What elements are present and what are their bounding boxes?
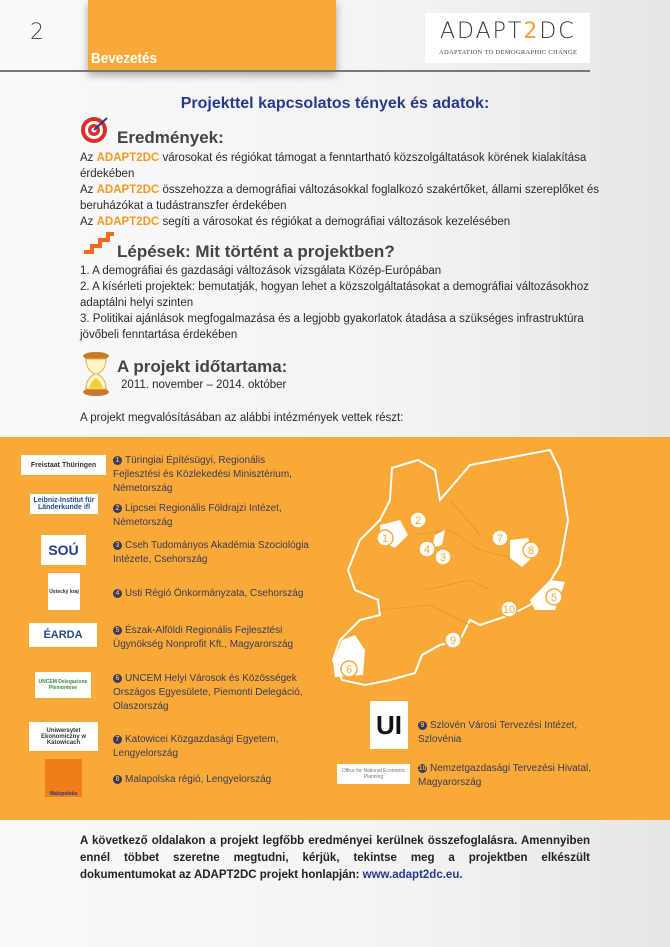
section-tab-label: Bevezetés bbox=[91, 50, 158, 67]
partner-item: 10 Nemzetgazdasági Tervezési Hivatal, Magyarország bbox=[418, 763, 592, 788]
partner-logo: Malopolska bbox=[45, 759, 82, 797]
adapt2dc-logo bbox=[425, 13, 590, 63]
logo-tagline: ADAPTATION TO DEMOGRAPHIC CHANGE bbox=[439, 49, 578, 56]
partner-logo: Ústecký kraj bbox=[48, 573, 80, 610]
map-marker-label: 8 bbox=[527, 545, 535, 557]
logo-hourglass: 2 bbox=[523, 19, 540, 44]
partner-item: 8 Malapolska régió, Lengyelország bbox=[113, 773, 313, 787]
partner-logo: UI bbox=[370, 701, 408, 749]
map-marker-label: 3 bbox=[439, 552, 447, 564]
step-item: 2. A kísérleti projektek: bemutatják, hogyan lehet a közszolgáltatásokat a demográfiai változásokhoz adaptálni helyi szinten bbox=[80, 281, 589, 309]
stairs-icon bbox=[82, 232, 116, 254]
hourglass-icon bbox=[82, 352, 110, 396]
logo-text-dc: DC bbox=[539, 19, 576, 44]
partner-item: 7 Katowicei Közgazdasági Egyetem, Lengyelország bbox=[113, 734, 279, 759]
map-marker-label: 9 bbox=[449, 635, 457, 647]
map-marker-label: 5 bbox=[550, 592, 558, 604]
step-item: 3. Politikai ajánlások megfogalmazása és a legjobb gyakorlatok átadása a szükséges infrastruktúra jövőbeli fenntartása érdekében bbox=[80, 313, 584, 341]
results-heading: Eredmények: bbox=[117, 128, 224, 147]
partner-item: 2 Lipcsei Regionális Földrajzi Intézet, Németország bbox=[113, 503, 282, 528]
partner-item: 9 Szlovén Városi Tervezési Intézet, Szlovénia bbox=[418, 720, 578, 745]
header-divider bbox=[0, 70, 590, 72]
map-marker-label: 1 bbox=[381, 533, 389, 545]
map-marker-label: 7 bbox=[496, 533, 504, 545]
map-marker-label: 10 bbox=[502, 604, 516, 616]
page-number: 2 bbox=[30, 20, 44, 45]
duration-value: 2011. november – 2014. október bbox=[121, 379, 287, 391]
map-marker-label: 2 bbox=[414, 515, 422, 527]
partner-item: 6 UNCEM Helyi Városok és Közösségek Országos Egyesülete, Piemonti Delegáció, Olaszország bbox=[113, 673, 303, 712]
target-icon bbox=[80, 114, 110, 144]
partner-item: 1 Türingiai Építésügyi, Regionális Fejlesztési és Közlekedési Minisztérium, Németország bbox=[113, 455, 292, 494]
result-item: Az ADAPT2DC segíti a városokat és régiókat a demográfiai változások kezelésében bbox=[80, 216, 511, 228]
footer-text: A következő oldalakon a projekt legfőbb eredményei kerülnek összefoglalásra. Amennyiben ennél többet szeretne megtudni, kérjük, tekintse meg a projektben elkészült dokumentumokat az ADAPT2DC projekt honlapján: www.adapt2dc.eu. bbox=[80, 835, 590, 881]
step-item: 1. A demográfiai és gazdasági változások vizsgálata Közép-Európában bbox=[80, 265, 442, 277]
partner-item: 4 Usti Régió Önkormányzata, Csehország bbox=[113, 587, 313, 601]
partner-logo: Leibniz-Institut für Länderkunde ifl bbox=[30, 494, 98, 514]
map-marker-label: 4 bbox=[423, 544, 431, 556]
logo-text: ADAPT bbox=[440, 19, 524, 44]
section-tab bbox=[88, 0, 336, 71]
partner-regions-map bbox=[330, 440, 670, 690]
steps-heading: Lépések: Mit történt a projektben? bbox=[117, 242, 395, 261]
steps-list bbox=[80, 263, 600, 343]
result-item: Az ADAPT2DC városokat és régiókat támogat a fenntartható közszolgáltatások körének kialakítása érdekében bbox=[80, 152, 587, 180]
website-link[interactable]: www.adapt2dc.eu. bbox=[362, 869, 463, 881]
page-title: Projekttel kapcsolatos tények és adatok: bbox=[180, 95, 490, 112]
duration-heading: A projekt időtartama: bbox=[117, 357, 288, 376]
partner-item: 5 Észak-Alföldi Regionális Fejlesztési Ügynökség Nonprofit Kft., Magyarország bbox=[113, 625, 294, 650]
partner-logo: UNCEM Delegazione Piemontese bbox=[35, 672, 91, 698]
partner-logo: Uniwersytet Ekonomiczny w Katowicach bbox=[29, 722, 98, 751]
partners-intro: A projekt megvalósításában az alábbi intézmények vettek részt: bbox=[80, 412, 404, 424]
results-list bbox=[80, 150, 600, 230]
partners-panel bbox=[0, 437, 670, 820]
result-item: Az ADAPT2DC összehozza a demográfiai változásokkal foglalkozó szakértőket, állami szereplőket és beruházókat a tudástranszfer érdekében bbox=[80, 184, 600, 212]
partner-logo: ÉARDA bbox=[29, 623, 97, 647]
partner-item: 3 Cseh Tudományos Akadémia Szociológia Intézete, Csehország bbox=[113, 540, 309, 565]
map-marker-label: 6 bbox=[345, 664, 353, 676]
partner-logo: SOÚ bbox=[41, 535, 86, 565]
partner-logo: Freistaat Thüringen bbox=[21, 455, 106, 475]
partner-logo: Office for National Economic Planning bbox=[337, 764, 410, 784]
